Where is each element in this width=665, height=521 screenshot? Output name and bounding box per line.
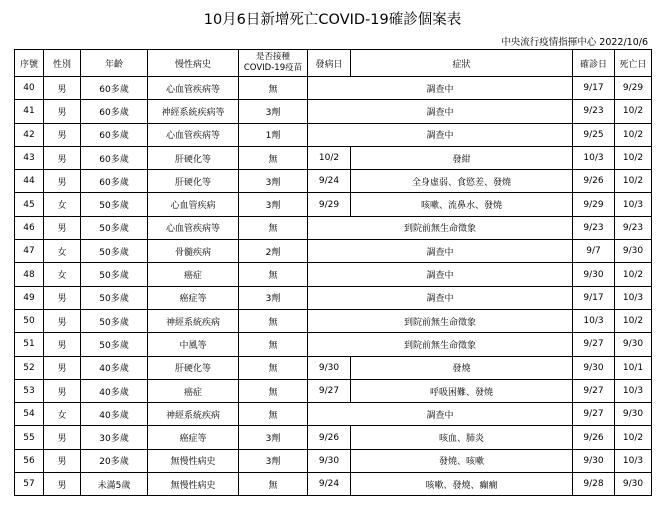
cell-age: 60多歲 bbox=[81, 146, 148, 169]
cell-age: 40多歲 bbox=[81, 356, 148, 379]
cell-age: 未滿5歲 bbox=[81, 473, 148, 496]
cell-death: 10/2 bbox=[615, 123, 652, 146]
cell-chronic: 心血管疾病等 bbox=[148, 77, 239, 100]
cell-age: 60多歲 bbox=[81, 100, 148, 123]
cell-id: 47 bbox=[15, 240, 44, 263]
cell-sex: 男 bbox=[44, 473, 81, 496]
cell-age: 60多歲 bbox=[81, 170, 148, 193]
cell-chronic: 心血管疾病 bbox=[148, 193, 239, 216]
cell-chronic: 無慢性病史 bbox=[148, 473, 239, 496]
cell-onset: 9/24 bbox=[308, 473, 351, 496]
cell-death: 10/2 bbox=[615, 146, 652, 169]
cell-diagnosis: 9/7 bbox=[573, 240, 615, 263]
cell-symptoms: 調查中 bbox=[308, 240, 573, 263]
cell-id: 42 bbox=[15, 123, 44, 146]
cell-id: 54 bbox=[15, 403, 44, 426]
cell-sex: 男 bbox=[44, 309, 81, 332]
cell-sex: 女 bbox=[44, 193, 81, 216]
cell-sex: 男 bbox=[44, 449, 81, 472]
cell-age: 50多歲 bbox=[81, 286, 148, 309]
cell-diagnosis: 9/23 bbox=[573, 216, 615, 239]
cell-id: 51 bbox=[15, 333, 44, 356]
cell-vaccine: 無 bbox=[239, 403, 308, 426]
cell-chronic: 神經系統疾病 bbox=[148, 309, 239, 332]
cell-id: 52 bbox=[15, 356, 44, 379]
cell-chronic: 無慢性病史 bbox=[148, 449, 239, 472]
cell-id: 40 bbox=[15, 77, 44, 100]
cell-id: 45 bbox=[15, 193, 44, 216]
cell-symptoms: 到院前無生命徵象 bbox=[308, 333, 573, 356]
header-death: 死亡日 bbox=[615, 50, 652, 77]
cell-id: 55 bbox=[15, 426, 44, 449]
table-row bbox=[15, 379, 652, 402]
cell-death: 10/2 bbox=[615, 263, 652, 286]
table-row bbox=[15, 403, 652, 426]
cell-death: 10/3 bbox=[615, 193, 652, 216]
cell-chronic: 癌症 bbox=[148, 379, 239, 402]
cell-age: 30多歲 bbox=[81, 426, 148, 449]
cell-vaccine: 無 bbox=[239, 309, 308, 332]
cell-sex: 男 bbox=[44, 170, 81, 193]
header-diagnosis: 確診日 bbox=[573, 50, 615, 77]
cell-diagnosis: 9/30 bbox=[573, 356, 615, 379]
table-row bbox=[15, 263, 652, 286]
cell-age: 40多歲 bbox=[81, 379, 148, 402]
cell-vaccine: 無 bbox=[239, 216, 308, 239]
cell-sex: 男 bbox=[44, 426, 81, 449]
table-row bbox=[15, 333, 652, 356]
cell-symptoms: 呼吸困難、發燒 bbox=[351, 379, 573, 402]
cell-id: 43 bbox=[15, 146, 44, 169]
cell-vaccine: 3劑 bbox=[239, 426, 308, 449]
cell-sex: 男 bbox=[44, 356, 81, 379]
cell-symptoms: 調查中 bbox=[308, 403, 573, 426]
cell-age: 20多歲 bbox=[81, 449, 148, 472]
cell-id: 49 bbox=[15, 286, 44, 309]
cell-vaccine: 3劑 bbox=[239, 449, 308, 472]
cell-onset: 9/30 bbox=[308, 356, 351, 379]
cell-vaccine: 無 bbox=[239, 77, 308, 100]
cell-age: 50多歲 bbox=[81, 263, 148, 286]
cell-diagnosis: 9/30 bbox=[573, 449, 615, 472]
table-row bbox=[15, 146, 652, 169]
cell-diagnosis: 9/25 bbox=[573, 123, 615, 146]
header-id: 序號 bbox=[15, 50, 44, 77]
cell-chronic: 中風等 bbox=[148, 333, 239, 356]
cell-chronic: 癌症等 bbox=[148, 286, 239, 309]
cell-sex: 男 bbox=[44, 146, 81, 169]
cell-vaccine: 無 bbox=[239, 356, 308, 379]
cell-vaccine: 1劑 bbox=[239, 123, 308, 146]
cell-chronic: 癌症等 bbox=[148, 426, 239, 449]
cell-vaccine: 無 bbox=[239, 379, 308, 402]
cell-chronic: 癌症 bbox=[148, 263, 239, 286]
cell-onset: 9/26 bbox=[308, 426, 351, 449]
cell-vaccine: 3劑 bbox=[239, 100, 308, 123]
cell-diagnosis: 9/26 bbox=[573, 170, 615, 193]
cell-death: 10/3 bbox=[615, 286, 652, 309]
source-line: 中央流行疫情指揮中心 2022/10/6 bbox=[501, 37, 648, 48]
table-row bbox=[15, 286, 652, 309]
cell-death: 10/2 bbox=[615, 170, 652, 193]
table-row bbox=[15, 240, 652, 263]
cell-chronic: 神經系統疾病 bbox=[148, 403, 239, 426]
cell-age: 50多歲 bbox=[81, 240, 148, 263]
header-row bbox=[15, 50, 652, 77]
cell-chronic: 肝硬化等 bbox=[148, 356, 239, 379]
cell-sex: 男 bbox=[44, 379, 81, 402]
table-row bbox=[15, 100, 652, 123]
cell-symptoms: 調查中 bbox=[308, 286, 573, 309]
header-vaccine-line1: 是否接種 bbox=[255, 52, 290, 62]
header-vaccine bbox=[239, 50, 308, 77]
cell-symptoms: 到院前無生命徵象 bbox=[308, 309, 573, 332]
cell-id: 56 bbox=[15, 449, 44, 472]
cell-diagnosis: 9/27 bbox=[573, 403, 615, 426]
cell-diagnosis: 9/27 bbox=[573, 379, 615, 402]
cell-onset: 9/24 bbox=[308, 170, 351, 193]
cell-diagnosis: 9/17 bbox=[573, 286, 615, 309]
page-title: 10月6日新增死亡COVID-19確診個案表 bbox=[203, 12, 462, 28]
cell-onset: 9/30 bbox=[308, 449, 351, 472]
cell-symptoms: 發紺 bbox=[351, 146, 573, 169]
cell-death: 9/30 bbox=[615, 403, 652, 426]
cell-death: 10/2 bbox=[615, 100, 652, 123]
cell-age: 50多歲 bbox=[81, 193, 148, 216]
table-row bbox=[15, 77, 652, 100]
cell-vaccine: 3劑 bbox=[239, 170, 308, 193]
cell-diagnosis: 9/30 bbox=[573, 263, 615, 286]
cell-sex: 男 bbox=[44, 216, 81, 239]
header-symptoms: 症狀 bbox=[351, 50, 573, 77]
cell-sex: 男 bbox=[44, 77, 81, 100]
cell-death: 10/2 bbox=[615, 426, 652, 449]
cell-death: 10/3 bbox=[615, 379, 652, 402]
cell-age: 50多歲 bbox=[81, 309, 148, 332]
cell-sex: 女 bbox=[44, 403, 81, 426]
table-row bbox=[15, 170, 652, 193]
table-row bbox=[15, 123, 652, 146]
cell-symptoms: 全身虛弱、食慾差、發燒 bbox=[351, 170, 573, 193]
cell-diagnosis: 9/27 bbox=[573, 333, 615, 356]
cell-diagnosis: 9/17 bbox=[573, 77, 615, 100]
table-row bbox=[15, 473, 652, 496]
cell-age: 50多歲 bbox=[81, 216, 148, 239]
cell-chronic: 肝硬化等 bbox=[148, 170, 239, 193]
cell-id: 48 bbox=[15, 263, 44, 286]
table-row bbox=[15, 309, 652, 332]
cell-vaccine: 無 bbox=[239, 333, 308, 356]
cell-vaccine: 無 bbox=[239, 263, 308, 286]
cell-death: 9/30 bbox=[615, 333, 652, 356]
header-vaccine-line2: COVID-19疫苗 bbox=[243, 63, 303, 73]
cell-death: 10/2 bbox=[615, 309, 652, 332]
cell-death: 10/1 bbox=[615, 356, 652, 379]
cell-id: 44 bbox=[15, 170, 44, 193]
cell-sex: 女 bbox=[44, 240, 81, 263]
cell-symptoms: 到院前無生命徵象 bbox=[308, 216, 573, 239]
cell-symptoms: 調查中 bbox=[308, 123, 573, 146]
cell-vaccine: 3劑 bbox=[239, 193, 308, 216]
cell-chronic: 心血管疾病等 bbox=[148, 123, 239, 146]
header-chronic: 慢性病史 bbox=[148, 50, 239, 77]
table-row bbox=[15, 356, 652, 379]
cell-sex: 男 bbox=[44, 123, 81, 146]
cell-diagnosis: 9/26 bbox=[573, 426, 615, 449]
header-sex: 性別 bbox=[44, 50, 81, 77]
cell-sex: 男 bbox=[44, 333, 81, 356]
cell-diagnosis: 10/3 bbox=[573, 309, 615, 332]
cell-symptoms: 調查中 bbox=[308, 263, 573, 286]
cell-vaccine: 2劑 bbox=[239, 240, 308, 263]
cell-symptoms: 調查中 bbox=[308, 100, 573, 123]
cell-death: 9/30 bbox=[615, 240, 652, 263]
cell-age: 50多歲 bbox=[81, 333, 148, 356]
cell-chronic: 心血管疾病等 bbox=[148, 216, 239, 239]
cell-onset: 9/27 bbox=[308, 379, 351, 402]
cell-sex: 男 bbox=[44, 286, 81, 309]
cell-symptoms: 咳嗽、流鼻水、發燒 bbox=[351, 193, 573, 216]
cell-vaccine: 3劑 bbox=[239, 286, 308, 309]
cell-symptoms: 發燒、咳嗽 bbox=[351, 449, 573, 472]
cell-death: 9/23 bbox=[615, 216, 652, 239]
cell-diagnosis: 9/23 bbox=[573, 100, 615, 123]
cell-death: 9/29 bbox=[615, 77, 652, 100]
cell-age: 60多歲 bbox=[81, 77, 148, 100]
table-row bbox=[15, 193, 652, 216]
cell-id: 57 bbox=[15, 473, 44, 496]
cell-symptoms: 咳嗽、發燒、癲癇 bbox=[351, 473, 573, 496]
cell-sex: 女 bbox=[44, 263, 81, 286]
cell-symptoms: 發燒 bbox=[351, 356, 573, 379]
cell-diagnosis: 9/29 bbox=[573, 193, 615, 216]
cell-vaccine: 無 bbox=[239, 473, 308, 496]
cell-sex: 男 bbox=[44, 100, 81, 123]
table-row bbox=[15, 426, 652, 449]
cell-onset: 9/29 bbox=[308, 193, 351, 216]
cell-chronic: 肝硬化等 bbox=[148, 146, 239, 169]
cell-symptoms: 調查中 bbox=[308, 77, 573, 100]
table-row bbox=[15, 216, 652, 239]
cell-id: 50 bbox=[15, 309, 44, 332]
cell-age: 40多歲 bbox=[81, 403, 148, 426]
cell-id: 53 bbox=[15, 379, 44, 402]
cell-diagnosis: 10/3 bbox=[573, 146, 615, 169]
table-row bbox=[15, 449, 652, 472]
cell-age: 60多歲 bbox=[81, 123, 148, 146]
cell-death: 10/3 bbox=[615, 449, 652, 472]
cell-death: 9/30 bbox=[615, 473, 652, 496]
cell-chronic: 骨髓疾病 bbox=[148, 240, 239, 263]
cell-onset: 10/2 bbox=[308, 146, 351, 169]
cell-id: 41 bbox=[15, 100, 44, 123]
cell-symptoms: 咳血、肺炎 bbox=[351, 426, 573, 449]
header-onset: 發病日 bbox=[308, 50, 351, 77]
header-age: 年齡 bbox=[81, 50, 148, 77]
cases-table bbox=[14, 49, 652, 496]
cell-chronic: 神經系統疾病等 bbox=[148, 100, 239, 123]
cell-id: 46 bbox=[15, 216, 44, 239]
cell-diagnosis: 9/28 bbox=[573, 473, 615, 496]
cell-vaccine: 無 bbox=[239, 146, 308, 169]
